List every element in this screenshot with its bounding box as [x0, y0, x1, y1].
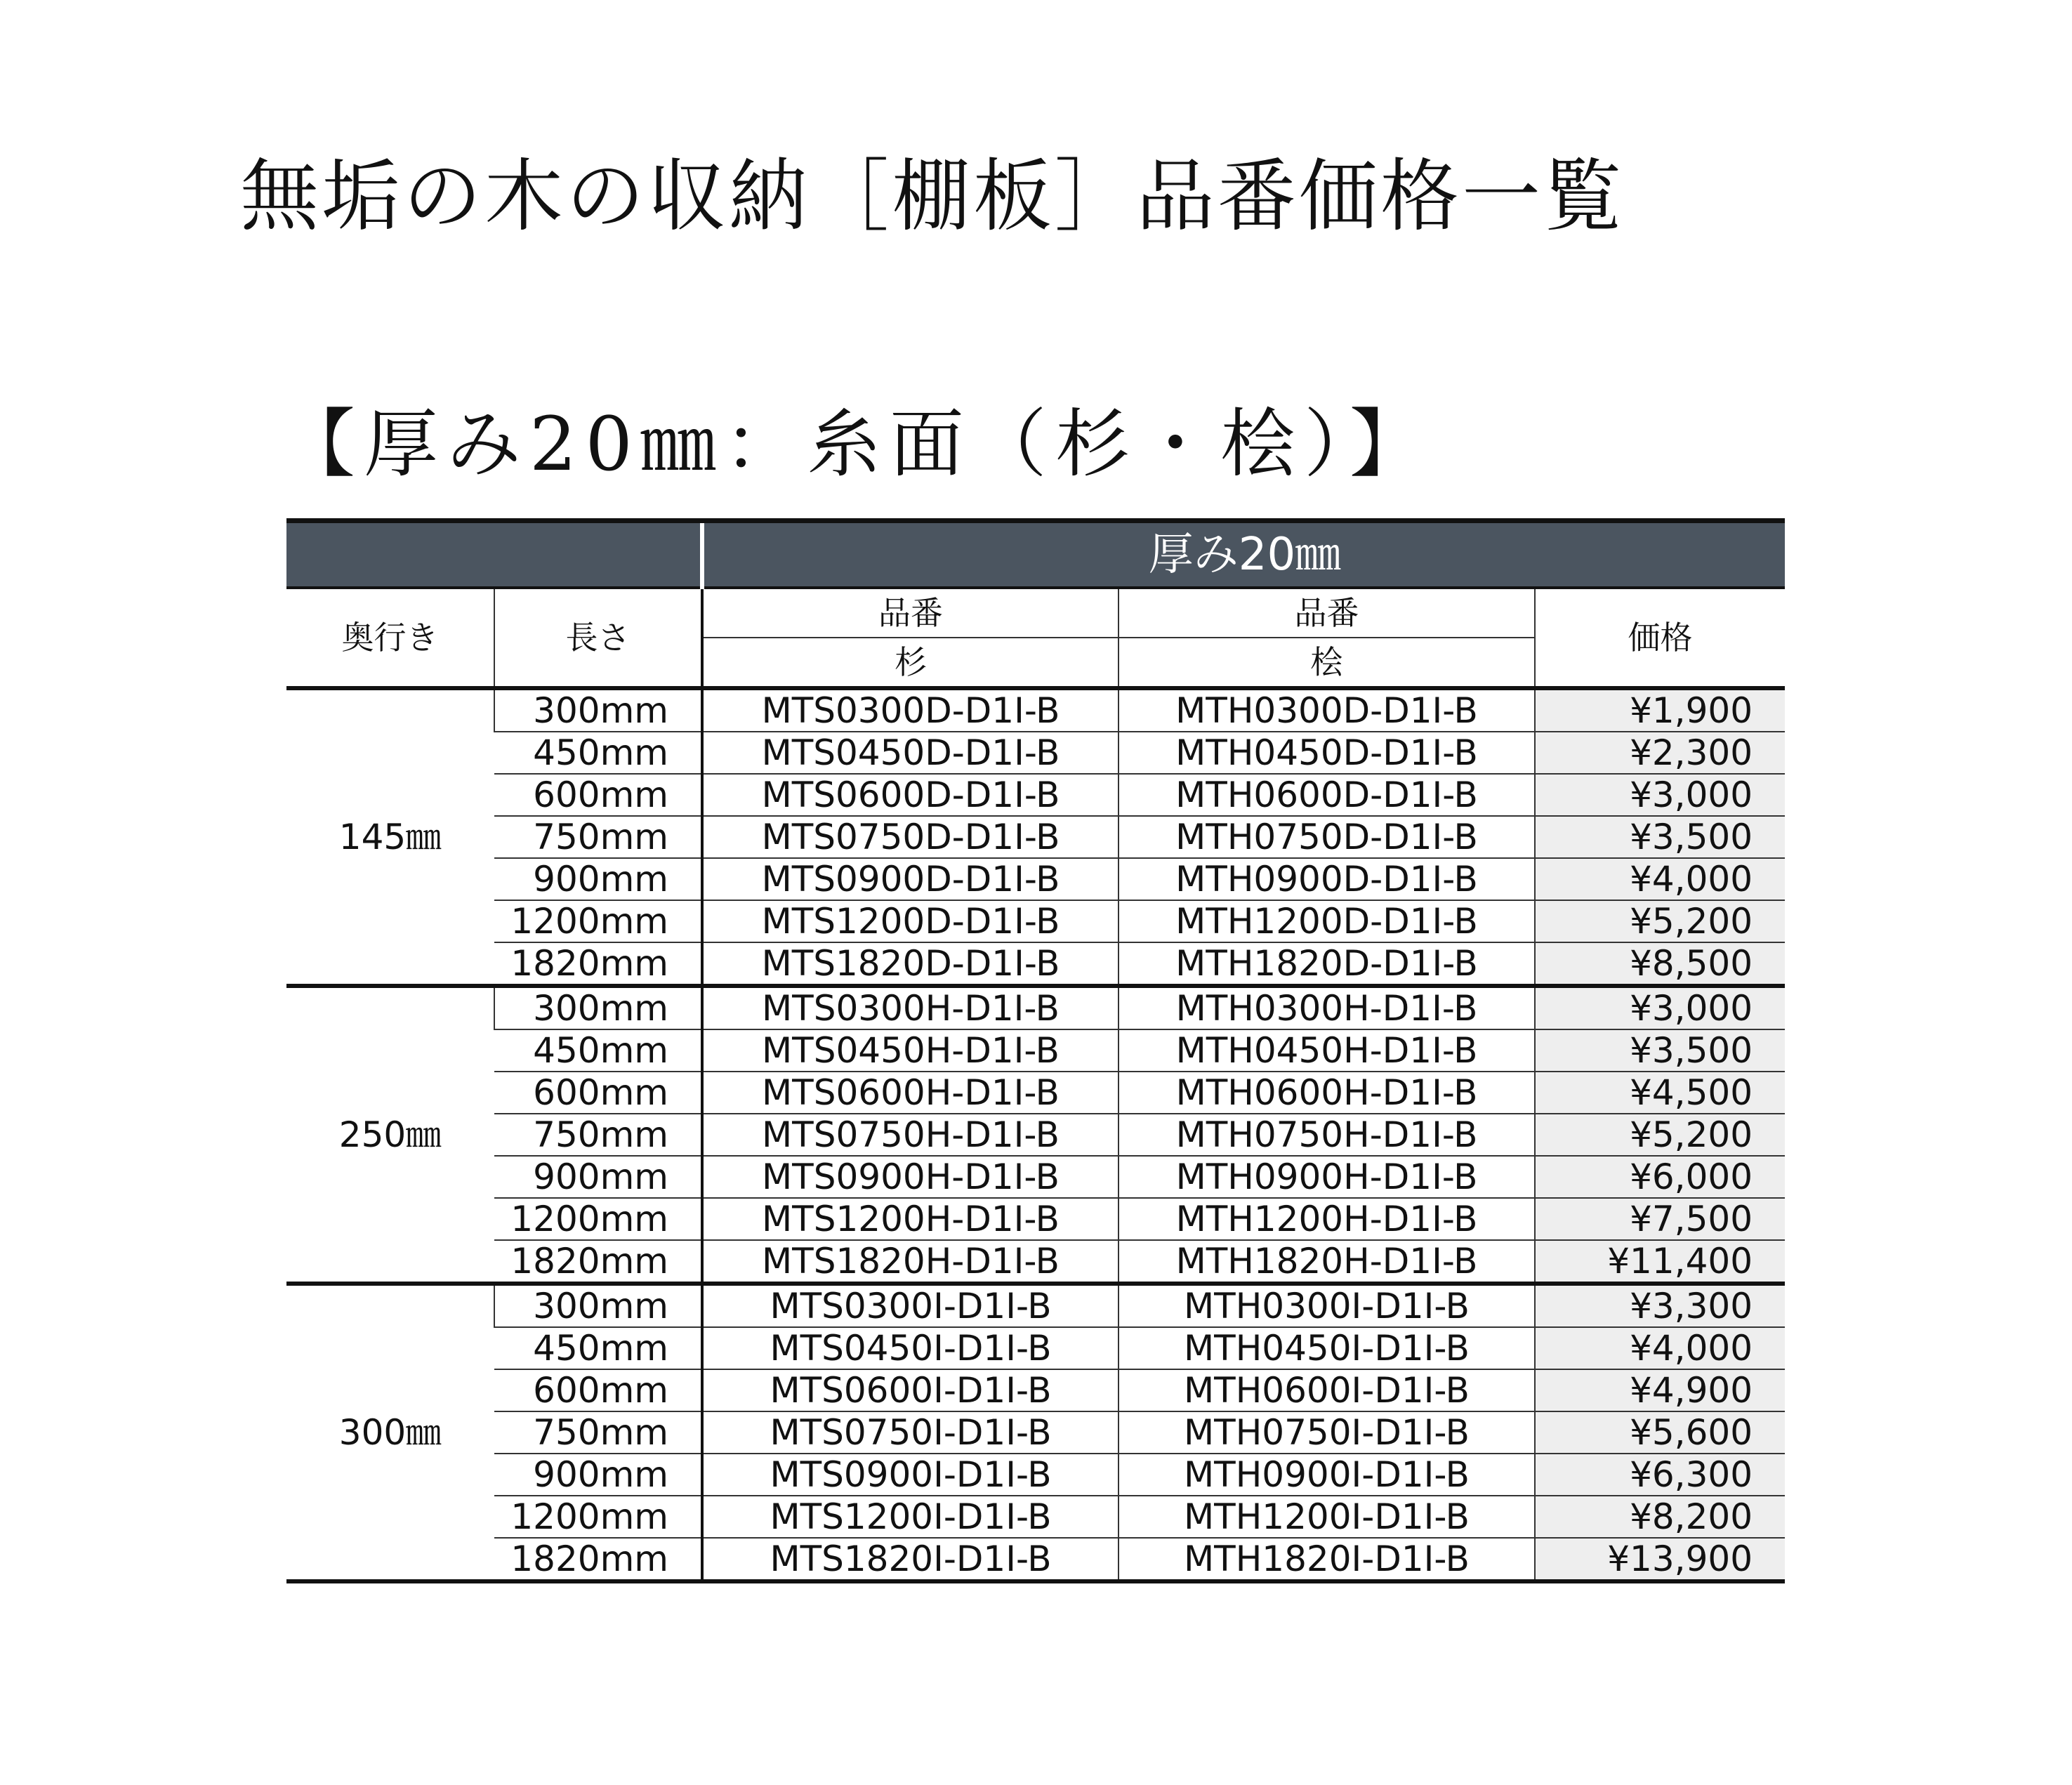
table-row	[286, 858, 1785, 900]
table-row	[286, 1411, 1785, 1454]
hinoki-code-cell: MTH0600D-D1I-B	[1119, 774, 1535, 816]
price-cell: ¥2,300	[1535, 732, 1785, 774]
table-row	[286, 816, 1785, 858]
depth-cell: 300㎜	[286, 1284, 494, 1581]
header-depth: 奥行き	[286, 588, 494, 688]
header-price: 価格	[1535, 588, 1785, 688]
length-cell: 600mm	[494, 1072, 702, 1114]
length-cell: 900mm	[494, 1454, 702, 1496]
sugi-code-cell: MTS0450H-D1I-B	[702, 1029, 1119, 1072]
hinoki-code-cell: MTH0450I-D1I-B	[1119, 1327, 1535, 1369]
header-code-hinoki: 品番	[1119, 588, 1535, 638]
sugi-code-cell: MTS0450D-D1I-B	[702, 732, 1119, 774]
band-blank-cell	[286, 521, 702, 588]
depth-cell: 250㎜	[286, 986, 494, 1284]
price-cell: ¥3,500	[1535, 816, 1785, 858]
price-cell: ¥3,500	[1535, 1029, 1785, 1072]
sugi-code-cell: MTS1820D-D1I-B	[702, 942, 1119, 986]
hinoki-code-cell: MTH0750H-D1I-B	[1119, 1114, 1535, 1156]
length-cell: 900mm	[494, 858, 702, 900]
length-cell: 300mm	[494, 688, 702, 732]
hinoki-code-cell: MTH0300I-D1I-B	[1119, 1284, 1535, 1327]
length-cell: 600mm	[494, 1369, 702, 1411]
header-code-sugi: 品番	[702, 588, 1119, 638]
price-cell: ¥3,000	[1535, 986, 1785, 1029]
hinoki-code-cell: MTH1820H-D1I-B	[1119, 1240, 1535, 1284]
table-row	[286, 1156, 1785, 1198]
sugi-code-cell: MTS1200I-D1I-B	[702, 1496, 1119, 1538]
length-cell: 300mm	[494, 1284, 702, 1327]
length-cell: 600mm	[494, 774, 702, 816]
length-cell: 1200mm	[494, 1198, 702, 1240]
table-row	[286, 1072, 1785, 1114]
price-cell: ¥7,500	[1535, 1198, 1785, 1240]
hinoki-code-cell: MTH0450D-D1I-B	[1119, 732, 1535, 774]
price-cell: ¥4,500	[1535, 1072, 1785, 1114]
sugi-code-cell: MTS0900D-D1I-B	[702, 858, 1119, 900]
price-cell: ¥8,200	[1535, 1496, 1785, 1538]
length-cell: 450mm	[494, 1029, 702, 1072]
price-cell: ¥3,300	[1535, 1284, 1785, 1327]
sugi-code-cell: MTS1200D-D1I-B	[702, 900, 1119, 942]
price-cell: ¥4,900	[1535, 1369, 1785, 1411]
length-cell: 900mm	[494, 1156, 702, 1198]
table-row	[286, 688, 1785, 732]
hinoki-code-cell: MTH0600H-D1I-B	[1119, 1072, 1535, 1114]
sugi-code-cell: MTS0300I-D1I-B	[702, 1284, 1119, 1327]
table-row	[286, 1029, 1785, 1072]
header-hinoki: 桧	[1119, 638, 1535, 688]
hinoki-code-cell: MTH1820I-D1I-B	[1119, 1538, 1535, 1581]
hinoki-code-cell: MTH0750D-D1I-B	[1119, 816, 1535, 858]
price-cell: ¥6,000	[1535, 1156, 1785, 1198]
hinoki-code-cell: MTH0750I-D1I-B	[1119, 1411, 1535, 1454]
length-cell: 1820mm	[494, 1538, 702, 1581]
table-row	[286, 732, 1785, 774]
hinoki-code-cell: MTH1200H-D1I-B	[1119, 1198, 1535, 1240]
price-cell: ¥6,300	[1535, 1454, 1785, 1496]
price-cell: ¥4,000	[1535, 858, 1785, 900]
header-sugi: 杉	[702, 638, 1119, 688]
price-cell: ¥8,500	[1535, 942, 1785, 986]
sugi-code-cell: MTS1200H-D1I-B	[702, 1198, 1119, 1240]
header-row-1	[286, 588, 1785, 638]
table-row	[286, 1496, 1785, 1538]
price-cell: ¥1,900	[1535, 688, 1785, 732]
table-row	[286, 986, 1785, 1029]
sugi-code-cell: MTS0300H-D1I-B	[702, 986, 1119, 1029]
length-cell: 1820mm	[494, 1240, 702, 1284]
hinoki-code-cell: MTH0300D-D1I-B	[1119, 688, 1535, 732]
table-row	[286, 1327, 1785, 1369]
hinoki-code-cell: MTH0900D-D1I-B	[1119, 858, 1535, 900]
table-row	[286, 900, 1785, 942]
section-title: 【厚み20㎜：糸面（杉・桧）】	[281, 401, 1432, 487]
table-row	[286, 1454, 1785, 1496]
length-cell: 750mm	[494, 1411, 702, 1454]
sugi-code-cell: MTS0900I-D1I-B	[702, 1454, 1119, 1496]
price-cell: ¥4,000	[1535, 1327, 1785, 1369]
length-cell: 1820mm	[494, 942, 702, 986]
length-cell: 750mm	[494, 1114, 702, 1156]
sugi-code-cell: MTS0900H-D1I-B	[702, 1156, 1119, 1198]
sugi-code-cell: MTS0600I-D1I-B	[702, 1369, 1119, 1411]
sugi-code-cell: MTS0300D-D1I-B	[702, 688, 1119, 732]
sugi-code-cell: MTS0600H-D1I-B	[702, 1072, 1119, 1114]
table-row	[286, 1538, 1785, 1581]
price-cell: ¥3,000	[1535, 774, 1785, 816]
sugi-code-cell: MTS0450I-D1I-B	[702, 1327, 1119, 1369]
price-cell: ¥5,200	[1535, 1114, 1785, 1156]
band-label: 厚み20㎜	[702, 521, 1785, 588]
table-row	[286, 1114, 1785, 1156]
page-title: 無垢の木の収納［棚板］品番価格一覧	[240, 151, 1625, 242]
price-cell: ¥5,200	[1535, 900, 1785, 942]
depth-cell: 145㎜	[286, 688, 494, 986]
sugi-code-cell: MTS0750I-D1I-B	[702, 1411, 1119, 1454]
table-row	[286, 1369, 1785, 1411]
header-length: 長さ	[494, 588, 702, 688]
sugi-code-cell: MTS0600D-D1I-B	[702, 774, 1119, 816]
hinoki-code-cell: MTH1820D-D1I-B	[1119, 942, 1535, 986]
hinoki-code-cell: MTH0900I-D1I-B	[1119, 1454, 1535, 1496]
table-row	[286, 1198, 1785, 1240]
table-row	[286, 774, 1785, 816]
hinoki-code-cell: MTH0900H-D1I-B	[1119, 1156, 1535, 1198]
table-row	[286, 942, 1785, 986]
table-body	[286, 688, 1785, 1581]
length-cell: 1200mm	[494, 1496, 702, 1538]
length-cell: 450mm	[494, 1327, 702, 1369]
price-table	[286, 518, 1785, 1583]
table-band-row	[286, 521, 1785, 588]
hinoki-code-cell: MTH1200I-D1I-B	[1119, 1496, 1535, 1538]
sugi-code-cell: MTS1820I-D1I-B	[702, 1538, 1119, 1581]
sugi-code-cell: MTS0750H-D1I-B	[702, 1114, 1119, 1156]
length-cell: 750mm	[494, 816, 702, 858]
length-cell: 450mm	[494, 732, 702, 774]
hinoki-code-cell: MTH1200D-D1I-B	[1119, 900, 1535, 942]
hinoki-code-cell: MTH0450H-D1I-B	[1119, 1029, 1535, 1072]
hinoki-code-cell: MTH0300H-D1I-B	[1119, 986, 1535, 1029]
price-cell: ¥5,600	[1535, 1411, 1785, 1454]
table-row	[286, 1284, 1785, 1327]
price-cell: ¥11,400	[1535, 1240, 1785, 1284]
sugi-code-cell: MTS1820H-D1I-B	[702, 1240, 1119, 1284]
price-cell: ¥13,900	[1535, 1538, 1785, 1581]
length-cell: 1200mm	[494, 900, 702, 942]
length-cell: 300mm	[494, 986, 702, 1029]
hinoki-code-cell: MTH0600I-D1I-B	[1119, 1369, 1535, 1411]
sugi-code-cell: MTS0750D-D1I-B	[702, 816, 1119, 858]
table-row	[286, 1240, 1785, 1284]
